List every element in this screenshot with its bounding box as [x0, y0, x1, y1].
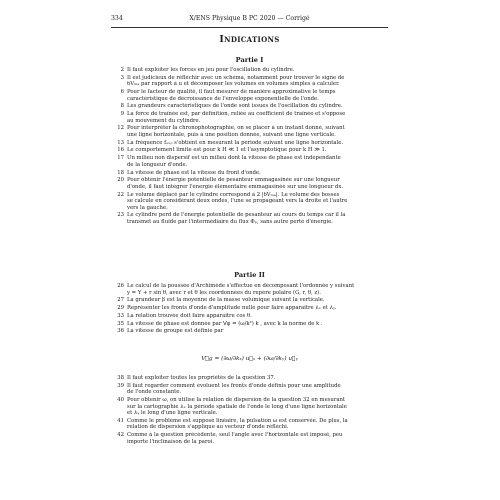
hint-number: 6 — [120, 89, 124, 96]
hint-number: 26 — [117, 283, 124, 289]
hint-number: 36 — [117, 328, 124, 335]
hint-text — [127, 67, 388, 74]
hint-text — [127, 283, 388, 296]
page-number: 334 — [111, 15, 123, 22]
hint-line: de l'onde constante. — [127, 389, 182, 396]
hint-text — [127, 212, 388, 225]
hint-line: Pour le facteur de qualité, il faut mesurer de manière approximative le temps — [127, 89, 336, 96]
hint-number: 17 — [117, 155, 124, 162]
hint-number: 27 — [117, 297, 124, 304]
hint-line: Il faut regarder comment évoluent les fronts d'onde définis pour une amplitude — [127, 382, 341, 389]
hint-line: Comme à la question précédente, seul l'angle avec l'horizontale est imposé, peu — [127, 432, 343, 439]
hint-text — [127, 89, 388, 102]
hint-number: 22 — [117, 191, 124, 198]
hint-text — [127, 170, 388, 177]
hint-line: de la longueur d'onde. — [127, 161, 188, 168]
hint-number: 8 — [120, 103, 124, 110]
group-velocity-formula: V⃗g = (∂ω/∂kₓ) u⃗ₓ + (∂ω/∂kᵧ) u⃗ᵧ — [201, 356, 298, 362]
hint-line: Les grandeurs caractéristiques de l'onde sont issues de l'oscillation du cylindre. — [127, 103, 343, 110]
hint-line: Pour interpréter la chronophotographie, on se placer à un instant donné, suivant — [127, 125, 345, 132]
hint-number: 13 — [117, 139, 124, 146]
hint-text — [127, 305, 388, 312]
hint-line: Le cylindre perd de l'énergie potentielle de pesanteur au cours du temps car il la — [127, 212, 346, 219]
hint-number: 29 — [117, 305, 124, 312]
hint-text — [127, 192, 388, 212]
hint-line: transmet au fluide par l'intermédiaire du flux Φₚ, sans autre perte d'énergie. — [127, 218, 333, 225]
hint-line: Le calcul de la poussée d'Archimède s'effectue en décomposant l'ordonnée y suivant — [127, 283, 355, 289]
page-header — [111, 12, 388, 26]
hint-text — [127, 383, 388, 396]
hint-line: La vitesse de phase est la vitesse du front d'onde. — [127, 169, 261, 176]
part-2-title: Partie II — [234, 271, 265, 279]
part-1-title: Partie I — [235, 56, 264, 64]
hint-number: 40 — [117, 397, 124, 404]
hint-line: Pour obtenir l'énergie potentielle de pesanteur emmagasinée sur une longueur — [127, 177, 340, 184]
hint-line: vers la gauche. — [127, 204, 168, 211]
hint-line: Il est judicieux de réfléchir avec un schéma, notamment pour trouver le signe de — [127, 74, 345, 81]
hint-line: au mouvement du cylindre. — [127, 117, 201, 124]
hint-text — [127, 177, 388, 190]
hint-line: Il faut exploiter les forces en jeu pour l'oscillation du cylindre. — [127, 67, 295, 73]
hint-number: 23 — [117, 212, 124, 219]
hint-line: se calcule en considérant deux ondes, l'une se propageant vers la droite et l'autre — [127, 198, 348, 205]
hint-line: Il faut exploiter toutes les propriétés de la question 37. — [127, 375, 276, 381]
hint-number: 18 — [117, 169, 124, 176]
hint-line: d'onde, il faut intégrer l'énergie élémentaire emmagasinée sur une longueur dx. — [127, 183, 344, 190]
hint-line: La vitesse de phase est donnée par V⃗φ = (ω/k²) k⃗ , avec k la norme de k⃗ . — [127, 320, 323, 327]
hint-number: 41 — [117, 417, 124, 424]
hint-text — [127, 297, 388, 304]
hint-text — [127, 432, 388, 445]
hint-number: 38 — [117, 375, 124, 381]
hint-text — [127, 125, 388, 138]
hint-line: La vitesse de groupe est définie par — [127, 328, 224, 335]
hint-line: δVₘₐ par rapport à u et décomposer les volumes en volumes simples à calculer. — [127, 81, 340, 88]
header-rule — [111, 27, 388, 28]
hint-line: y = Y + r sin θ, avec r et θ les coordonnées du repère polaire (G, r, θ, z). — [127, 289, 321, 296]
hint-text — [127, 397, 388, 417]
hint-line: La force de traînée est, par définition, reliée au coefficient de traînée et s'oppose — [127, 111, 346, 118]
hint-text — [127, 140, 388, 147]
hint-line: sur la cartographie λₓ la période spatiale de l'onde le long d'une ligne horizontale — [127, 403, 347, 410]
hint-number: 35 — [117, 320, 124, 327]
hint-number: 16 — [117, 147, 124, 154]
hint-line: Un milieu non dispersif est un milieu dont la vitesse de phase est indépendante — [127, 155, 341, 162]
hint-text — [127, 328, 388, 335]
hint-text — [127, 418, 388, 431]
hint-line: importe l'inclinaison de la paroi. — [127, 438, 215, 445]
hint-text — [127, 147, 388, 154]
hint-text — [127, 103, 388, 110]
hint-line: relation de dispersion s'applique au vecteur d'onde réfléchi. — [127, 424, 289, 431]
hint-text — [127, 321, 388, 328]
hint-number: 39 — [117, 382, 124, 389]
hint-number: 42 — [117, 432, 124, 439]
hint-line: La fréquence fₑₓₚ s'obtient en mesurant la période suivant une ligne horizontale. — [127, 139, 344, 146]
hint-number: 12 — [117, 125, 124, 132]
hint-line: Représenter les fronts d'onde d'amplitude nulle pour faire apparaître λₓ et λᵧ. — [127, 305, 337, 312]
hint-number: 33 — [117, 312, 124, 319]
hint-line: La grandeur β est la moyenne de la masse volumique suivant la verticale. — [127, 297, 325, 304]
hint-number: 9 — [120, 111, 124, 118]
hint-number: 2 — [120, 67, 124, 73]
hint-text — [127, 313, 388, 320]
section-title: Indications — [219, 34, 280, 45]
hint-line: et λᵧ le long d'une ligne verticale. — [127, 410, 218, 417]
hint-line: La relation trouvée doit faire apparaître cos θ. — [127, 312, 252, 319]
hint-line: Le volume déplacé par le cylindre correspond à 2 |δVₘₐ|. Le volume des bosses — [127, 191, 340, 198]
hint-line: caractéristique de décroissance de l'enveloppe exponentielle de l'onde. — [127, 95, 319, 102]
hint-line: une ligne horizontale, puis à une position donnée, suivant une ligne verticale. — [127, 131, 336, 138]
hint-text — [127, 375, 388, 382]
hint-text — [127, 155, 388, 168]
hint-number: 20 — [117, 177, 124, 184]
hint-line: Comme le problème est supposé linéaire, la pulsation ω est conservée. De plus, la — [127, 417, 348, 424]
hint-text — [127, 75, 388, 88]
running-title: X/ENS Physique B PC 2020 — Corrigé — [189, 15, 310, 22]
hint-line: Pour obtenir ω, on utilise la relation de dispersion de la question 32 en mesurant — [127, 397, 346, 404]
hint-text — [127, 111, 388, 124]
hint-number: 3 — [120, 74, 124, 81]
hint-line: Le comportement limite est pour k H ≪ 1 et l'asymptotique pour k H ≫ 1. — [127, 147, 327, 154]
